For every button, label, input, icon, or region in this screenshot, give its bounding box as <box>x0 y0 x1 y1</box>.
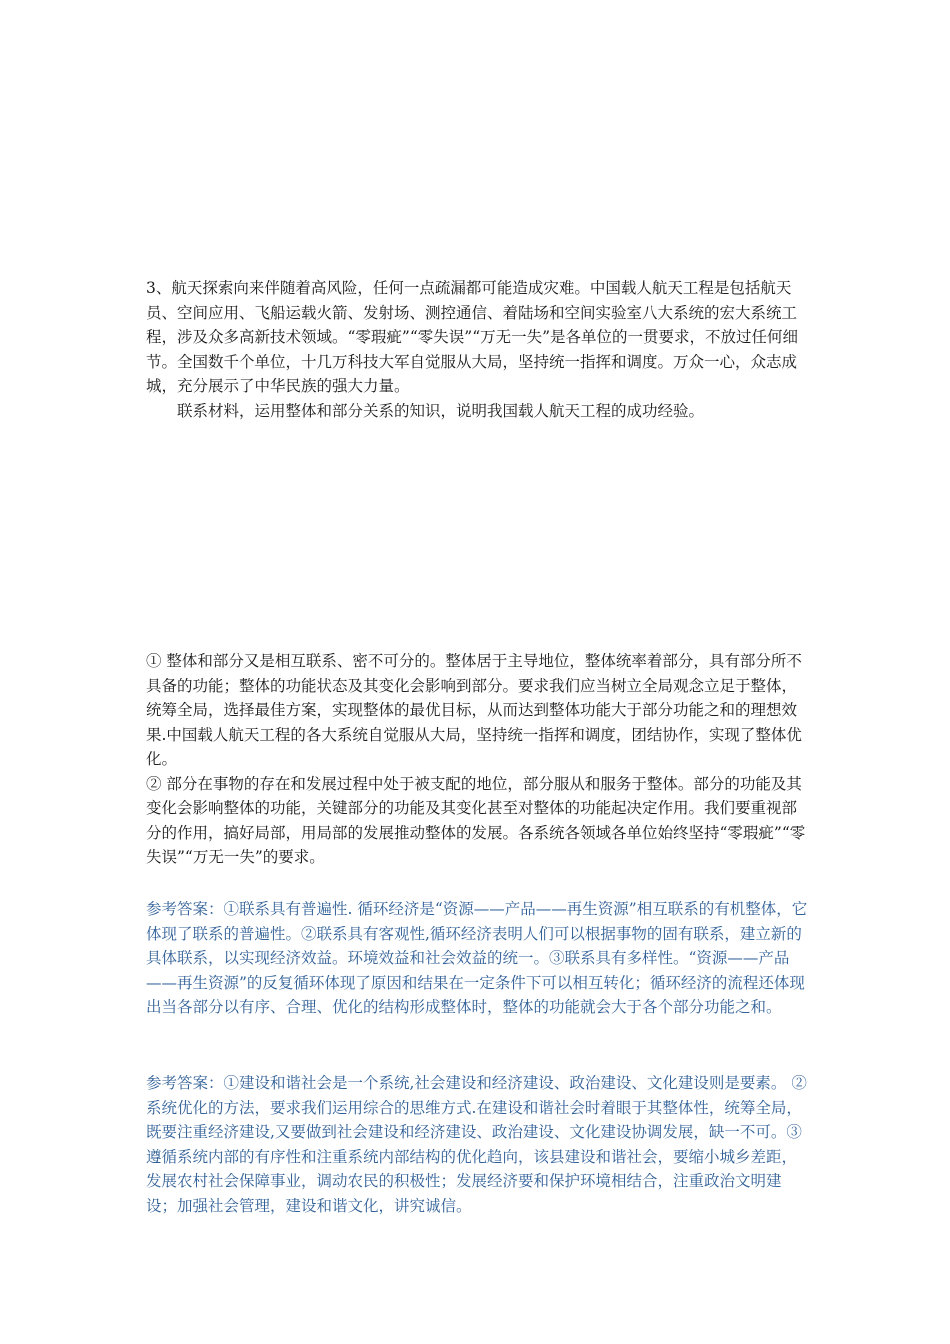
reference-answer-2 <box>146 1071 812 1218</box>
reference-answer-1 <box>146 897 812 1020</box>
answer-point-1: ① 整体和部分又是相互联系、密不可分的。整体居于主导地位，整体统率着部分，具有部分所不具备的功能；整体的功能状态及其变化会影响到部分。要求我们应当树立全局观念立足于整体，统筹全局，选择最佳方案，实现整体的最优目标，从而达到整体功能大于部分功能之和的理想效果.中国载人航天工程的各大系统自觉服从大局，坚持统一指挥和调度，团结协作，实现了整体优化。 <box>146 652 802 768</box>
answer-section <box>146 649 812 870</box>
question-paragraph: 3、航天探索向来伴随着高风险，任何一点疏漏都可能造成灾难。中国载人航天工程是包括航天员、空间应用、飞船运载火箭、发射场、测控通信、着陆场和空间实验室八大系统的宏大系统工程，涉及众多高新技术领域。“零瑕疵”“零失误”“万无一失”是各单位的一贯要求，不放过任何细节。全国数千个单位，十几万科技大军自觉服从大局，坚持统一指挥和调度。万众一心，众志成城，充分展示了中华民族的强大力量。 <box>146 279 799 395</box>
question-section <box>146 276 812 423</box>
answer-point-2: ② 部分在事物的存在和发展过程中处于被支配的地位，部分服从和服务于整体。部分的功能及其变化会影响整体的功能，关键部分的功能及其变化甚至对整体的功能起决定作用。我们要重视部分的作用，搞好局部，用局部的发展推动整体的发展。各系统各领域各单位始终坚持“零瑕疵”“零失误”“万无一失”的要求。 <box>146 774 806 866</box>
reference-answer-1-text: 参考答案：①联系具有普遍性. 循环经济是“资源——产品——再生资源”相互联系的有机整体，它体现了联系的普遍性。②联系具有客观性,循环经济表明人们可以根据事物的固有联系，建立新的具体联系，以实现经济效益。环境效益和社会效益的统一。③联系具有多样性。“资源——产品——再生资源”的反复循环体现了原因和结果在一定条件下可以相互转化；循环经济的流程还体现出当各部分以有序、合理、优化的结构形成整体时，整体的功能就会大于各个部分功能之和。 <box>146 900 808 1016</box>
question-prompt: 联系材料，运用整体和部分关系的知识，说明我国载人航天工程的成功经验。 <box>177 401 705 420</box>
reference-answer-2-text: 参考答案：①建设和谐社会是一个系统,社会建设和经济建设、政治建设、文化建设则是要素。 ②系统优化的方法，要求我们运用综合的思维方式.在建设和谐社会时着眼于其整体性，统筹全局，既要注重经济建设,又要做到社会建设和经济建设、政治建设、文化建设协调发展，缺一不可。③遵循系统内部的有序性和注重系统内部结构的优化趋向，该县建设和谐社会，要缩小城乡差距，发展农村社会保障事业，调动农民的积极性；发展经济要和保护环境相结合，注重政治文明建设；加强社会管理，建设和谐文化，讲究诚信。 <box>146 1074 807 1215</box>
